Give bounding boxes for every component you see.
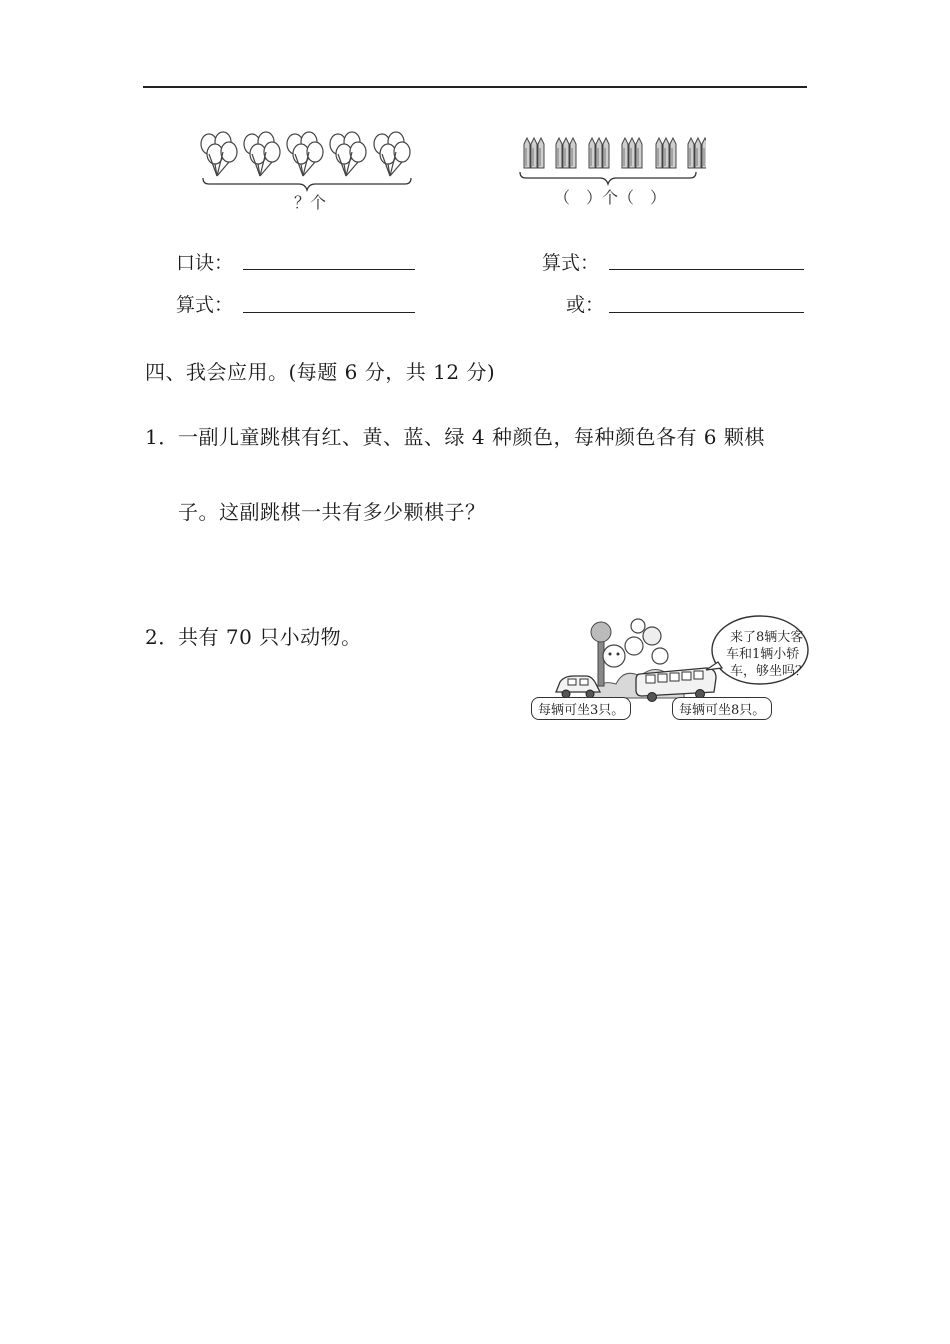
huo-label: 或： [566, 294, 605, 316]
pencil-caption: （ ）个（ ） [553, 188, 666, 207]
brace [203, 178, 411, 190]
small-car [556, 676, 600, 698]
pencil-group [556, 138, 576, 168]
top-rule [143, 86, 807, 88]
tree-crown [591, 622, 611, 642]
suanshi-right-label: 算式： [542, 252, 600, 274]
q2-number: 2． [145, 625, 179, 649]
animal-head [625, 637, 643, 655]
animal-head [643, 627, 661, 645]
balloon-caption: ？个 [293, 193, 326, 212]
bus-capacity-label: 每辆可坐8只。 [672, 697, 772, 720]
animal-eye [609, 653, 612, 656]
car-capacity-label: 每辆可坐3只。 [531, 697, 631, 720]
q2-text: 共有 70 只小动物。 [178, 625, 362, 649]
huo-answer-line[interactable] [609, 312, 804, 313]
balloon-group [374, 132, 410, 176]
balloon-group [201, 132, 237, 176]
q1-line1: 一副儿童跳棋有红、黄、蓝、绿 4 种颜色，每种颜色各有 6 颗棋 [178, 425, 765, 449]
koujue-answer-line[interactable] [243, 269, 415, 270]
speech-bubble-line3: 车，够坐吗？ [730, 664, 809, 679]
tree-trunk [598, 638, 604, 686]
suanshi-left-label: 算式： [176, 294, 234, 316]
q1-line2: 子。这副跳棋一共有多少颗棋子？ [178, 500, 486, 524]
pencil-group [688, 138, 706, 168]
pencil-group [622, 138, 642, 168]
animal-head [631, 619, 645, 633]
pencil-group [524, 138, 544, 168]
balloon-group [330, 132, 366, 176]
pencil-group [589, 138, 609, 168]
animal-eye [617, 653, 620, 656]
animal-head [603, 645, 625, 667]
balloon-group [244, 132, 280, 176]
koujue-label: 口诀： [176, 252, 234, 274]
pencil-group [656, 138, 676, 168]
balloon-group [287, 132, 323, 176]
speech-bubble-line1: 来了8辆大客 [730, 630, 804, 645]
section-heading: 四、我会应用。(每题 6 分，共 12 分) [145, 360, 496, 384]
suanshi-left-answer-line[interactable] [243, 312, 415, 313]
animal-head [652, 648, 668, 664]
suanshi-right-answer-line[interactable] [609, 269, 804, 270]
q1-number: 1． [145, 425, 179, 449]
speech-bubble-line2: 车和1辆小轿 [726, 647, 800, 662]
brace [520, 172, 696, 184]
